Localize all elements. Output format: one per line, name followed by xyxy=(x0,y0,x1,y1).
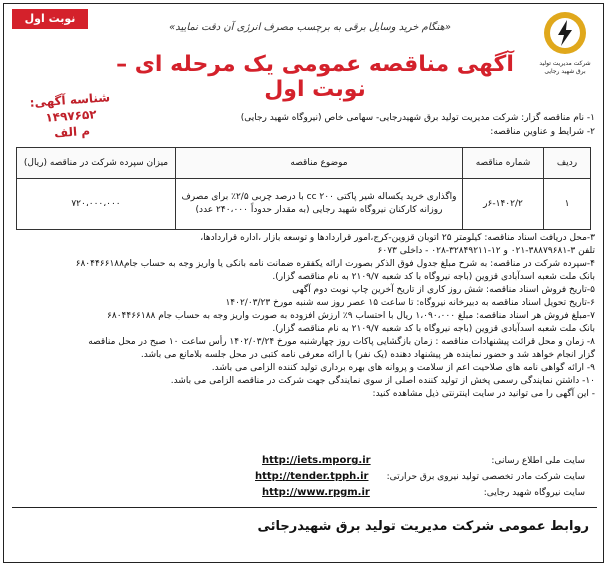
tender-conditions-heading: ۲- شرایط و عناوین مناقصه: xyxy=(490,127,595,137)
body-line: ۶-تاریخ تحویل اسناد مناقصه به دبیرخانه نیروگاه: تا ساعت ۱۵ عصر روز سه شنبه مورخ ۱۴۰۲/۰۳/۲۳ xyxy=(225,298,595,308)
notice-title: آگهی مناقصه عمومی یک مرحله ای – نوبت اول xyxy=(116,52,514,102)
table-row xyxy=(17,179,591,230)
first-round-badge: نوبت اول xyxy=(12,9,88,29)
row-subject: واگذاری خرید یکساله شیر پاکتی ۲۰۰ cc با درصد چربی ۲/۵٪ برای مصرف روزانه کارکنان نیروگاه شهید رجایی (به مقدار حدوداً ۲۴۰،۰۰۰ عدد) xyxy=(176,179,463,230)
body-line: ۹- ارائه گواهی نامه های صلاحیت اعم از سلامت و پروانه های بهره برداری تولید کننده الزامی می باشد. xyxy=(211,363,595,373)
body-line: بانک ملت شعبه اسدآبادی قزوین (باجه نیروگاه با کد شعبه ۲۱۰۹/۷ به نام مناقصه گزار). xyxy=(272,272,595,282)
table-header-row xyxy=(17,148,591,179)
body-line: - این آگهی را می توانید در سایت اینترنتی ذیل مشاهده کنید: xyxy=(372,389,595,399)
company-logo xyxy=(535,10,595,88)
company-logo-icon xyxy=(542,10,588,56)
col-subject-header: موضوع مناقصه xyxy=(176,148,463,179)
row-number: ۶-۱۴۰۲/۲ر xyxy=(463,179,544,230)
body-line: ۷-مبلغ فروش هر اسناد مناقصه: مبلغ ۱،۰۹۰،۰۰۰ ریال با احتساب ۹٪ ارزش افزوده به صورت واریز وجه به حساب جام ۶۸۰۴۴۶۶۱۸۸ xyxy=(107,311,595,321)
body-line: تلفن ۳-۳۸۸۷۹۶۸۱-۰۲۱ و ۱۲-۳۲۸۴۹۲۱۱-۰۲۸ - داخلی ۶۰۷۳ xyxy=(377,246,595,256)
body-line: ۴-سپرده شرکت در مناقصه: به شرح مبلغ جدول فوق الذکر بصورت ارائه یکفقره ضمانت نامه بانکی یا واریز وجه به حساب جام۶۸۰۴۴۶۶۱۸۸ xyxy=(75,259,595,269)
link-iets[interactable]: http://iets.mporg.ir xyxy=(262,455,371,466)
body-line: ۳-محل دریافت اسناد مناقصه: کیلومتر ۲۵ اتوبان قزوین-کرج،امور قراردادها و توسعه بازار ،اداره قراردادها، xyxy=(200,233,595,243)
tender-organizer: ۱- نام مناقصه گزار: شرکت مدیریت تولید برق شهیدرجایی- سهامی خاص (نیروگاه شهید رجایی) xyxy=(240,113,595,123)
notice-id: شناسه آگهی: ۱۴۹۷۶۵۲ xyxy=(29,90,111,125)
notice-body xyxy=(20,232,595,401)
body-line: ۱۰- داشتن نمایندگی رسمی پخش از تولید کننده اصلی از سوی نمایندگی جهت شرکت در مناقصه الزامی می باشد. xyxy=(170,376,595,386)
col-deposit-header: میزان سپرده شرکت در مناقصه (ریال) xyxy=(17,148,176,179)
row-index: ۱ xyxy=(544,179,591,230)
tender-table xyxy=(16,147,591,230)
link-label-iets: سایت ملی اطلاع رسانی: xyxy=(491,456,585,466)
col-index-header: ردیف xyxy=(544,148,591,179)
logo-caption: شرکت مدیریت تولید برق شهید رجایی xyxy=(539,60,591,75)
row-deposit: ۷۲۰،۰۰۰،۰۰۰ xyxy=(17,179,176,230)
body-line: ۸- زمان و محل قرائت پیشنهادات مناقصه : زمان بازگشایی پاکات روز چهارشنبه مورخ ۱۴۰۲/۰۳/۲۴ رأس ساعت ۱۰ صبح در محل مناقصه xyxy=(88,337,595,347)
col-number-header: شماره مناقصه xyxy=(463,148,544,179)
energy-slogan: «هنگام خرید وسایل برقی به برچسب مصرف انرژی آن دقت نمایید» xyxy=(169,22,451,33)
body-line: بانک ملت شعبه اسدآبادی قزوین (باجه نیروگاه با کد شعبه ۲۱۰۹/۷ به نام مناقصه گزار). xyxy=(272,324,595,334)
notice-id-suffix: م الف xyxy=(53,123,91,141)
link-rpgm[interactable]: http://www.rpgm.ir xyxy=(262,487,370,498)
link-label-tpph: سایت شرکت مادر تخصصی تولید نیروی برق حرارتی: xyxy=(386,472,585,482)
footer-divider xyxy=(12,507,597,508)
public-relations-footer: روابط عمومی شرکت مدیریت تولید برق شهیدرجائی xyxy=(257,519,589,534)
body-line: ۵-تاریخ فروش اسناد مناقصه: شش روز کاری از تاریخ آخرین چاپ نوبت دوم آگهی xyxy=(292,285,595,295)
body-line: گزار انجام خواهد شد و حضور نماینده هر پیشنهاد دهنده (یک نفر) با ارائه معرفی نامه کتبی در محل جلسه بلامانع می باشد. xyxy=(140,350,595,360)
link-label-rpgm: سایت نیروگاه شهید رجایی: xyxy=(483,488,585,498)
link-tpph[interactable]: http://tender.tpph.ir xyxy=(255,471,369,482)
